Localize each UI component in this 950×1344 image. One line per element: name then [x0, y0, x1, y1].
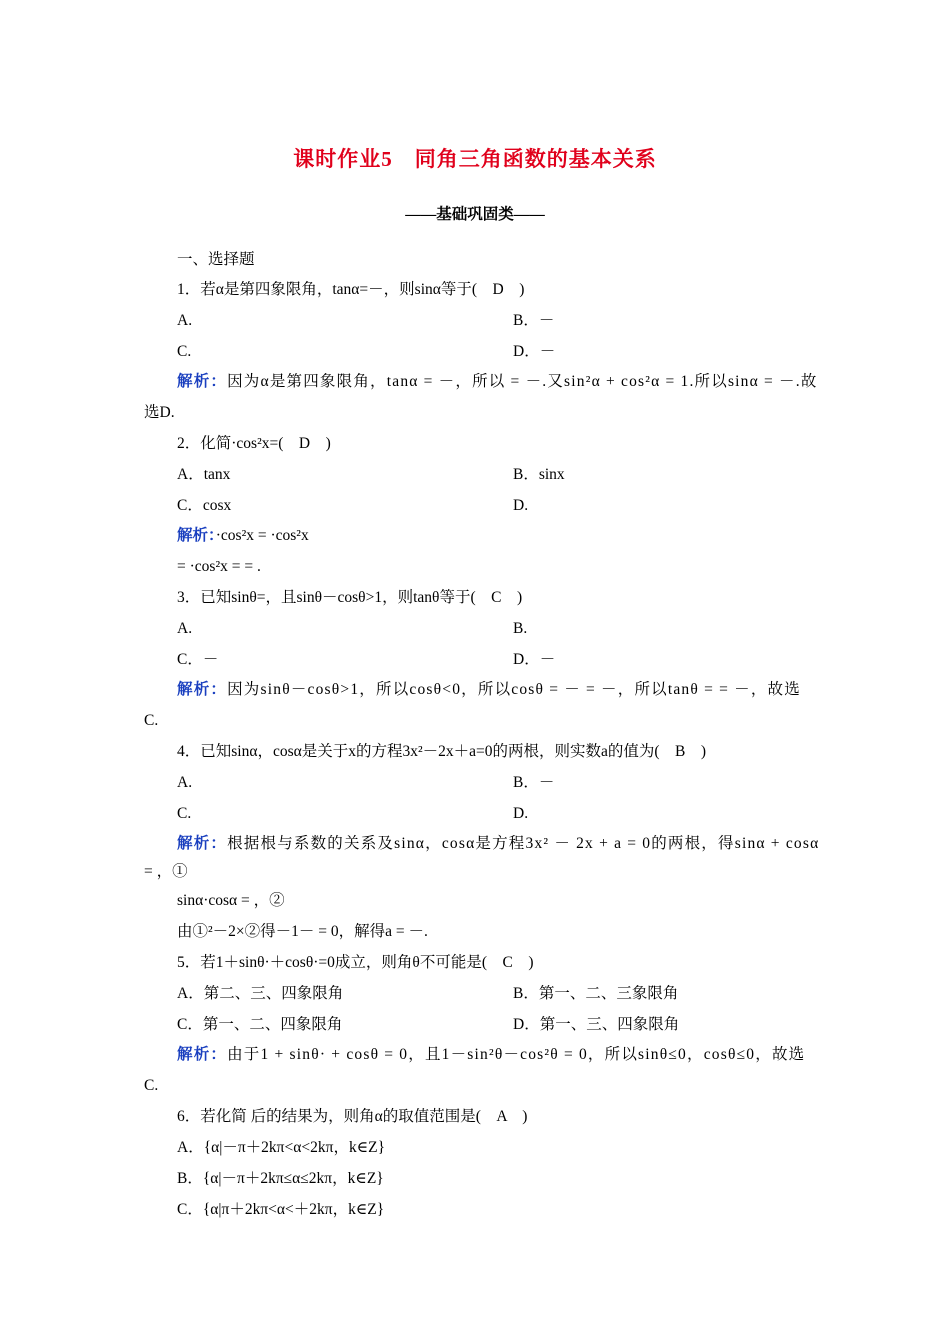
- analysis-label: 解析：: [177, 527, 216, 544]
- page-title: 课时作业5 同角三角函数的基本关系: [293, 147, 657, 171]
- question-3-option-c: C．－: [177, 651, 219, 668]
- question-5-option-c: C．第一、二、四象限角: [177, 1016, 343, 1033]
- question-5-option-d: D．第一、三、四象限角: [513, 1016, 680, 1033]
- question-1-option-d: D．－: [513, 343, 556, 360]
- question-4-option-c: C.: [177, 805, 192, 822]
- question-4-analysis-eq2: sinα·cosα = ，②: [177, 892, 285, 909]
- analysis-label: 解析：: [177, 681, 228, 698]
- question-5-analysis-cont: C.: [144, 1077, 159, 1094]
- question-5-option-b: B．第一、二、三象限角: [513, 985, 679, 1002]
- question-2-option-d: D.: [513, 497, 529, 514]
- question-4-analysis-result: 由①²－2×②得－1－ = 0，解得a = －.: [177, 923, 428, 940]
- question-4-analysis: 解析：根据根与系数的关系及sinα，cosα是方程3x² － 2x + a = 0的两根，得sinα + cosα: [177, 835, 820, 852]
- question-5-option-a: A．第二、三、四象限角: [177, 985, 344, 1002]
- question-1-option-c: C.: [177, 343, 192, 360]
- question-2-stem: 2．化简·cos²x=( D ): [177, 435, 331, 452]
- question-5-analysis: 解析：由于1 + sinθ· + cosθ = 0，且1－sin²θ－cos²θ = 0，所以sinθ≤0，cosθ≤0，故选: [177, 1046, 806, 1063]
- question-1-option-a: A.: [177, 312, 193, 329]
- question-2-option-b: B．sinx: [513, 466, 565, 483]
- question-1-option-b: B．－: [513, 312, 555, 329]
- question-4-option-a: A.: [177, 774, 193, 791]
- question-2-option-a: A．tanx: [177, 466, 231, 483]
- question-4-analysis-cont: = ，①: [144, 863, 188, 880]
- question-4-stem: 4．已知sinα，cosα是关于x的方程3x²－2x＋a=0的两根，则实数a的值为( B ): [177, 743, 707, 760]
- question-3-stem: 3．已知sinθ=，且sinθ－cosθ>1，则tanθ等于( C ): [177, 589, 523, 606]
- section-subtitle: ——基础巩固类——: [405, 206, 545, 223]
- question-1-analysis: 解析：因为α是第四象限角，tanα = －，所以 = －.又sin²α + cos²α = 1.所以sinα = －.故: [177, 373, 818, 390]
- question-2-analysis: 解析：·cos²x = ·cos²x: [177, 527, 309, 544]
- question-6-option-a: A．{α|－π＋2kπ<α<2kπ，k∈Z}: [177, 1139, 386, 1156]
- question-2-analysis-cont: = ·cos²x = = .: [177, 558, 261, 575]
- question-4-option-b: B．－: [513, 774, 555, 791]
- question-3-analysis-cont: C.: [144, 712, 159, 729]
- analysis-label: 解析：: [177, 1046, 228, 1063]
- question-3-analysis: 解析：因为sinθ－cosθ>1，所以cosθ<0，所以cosθ = － = －，所以tanθ = = －，故选: [177, 681, 801, 698]
- analysis-label: 解析：: [177, 835, 228, 852]
- question-3-option-d: D．－: [513, 651, 556, 668]
- question-6-stem: 6．若化简 后的结果为，则角α的取值范围是( A ): [177, 1108, 528, 1125]
- section-heading: 一、选择题: [177, 251, 255, 268]
- question-6-option-b: B．{α|－π＋2kπ≤α≤2kπ，k∈Z}: [177, 1170, 384, 1187]
- analysis-label: 解析：: [177, 373, 228, 390]
- question-4-option-d: D.: [513, 805, 529, 822]
- question-1-analysis-cont: 选D.: [144, 404, 175, 421]
- question-5-stem: 5．若1＋sinθ·＋cosθ·=0成立，则角θ不可能是( C ): [177, 954, 534, 971]
- question-2-option-c: C．cosx: [177, 497, 232, 514]
- question-6-option-c: C．{α|π＋2kπ<α<＋2kπ，k∈Z}: [177, 1201, 385, 1218]
- question-3-option-a: A.: [177, 620, 193, 637]
- question-1-stem: 1．若α是第四象限角，tanα=－，则sinα等于( D ): [177, 281, 525, 298]
- question-3-option-b: B.: [513, 620, 528, 637]
